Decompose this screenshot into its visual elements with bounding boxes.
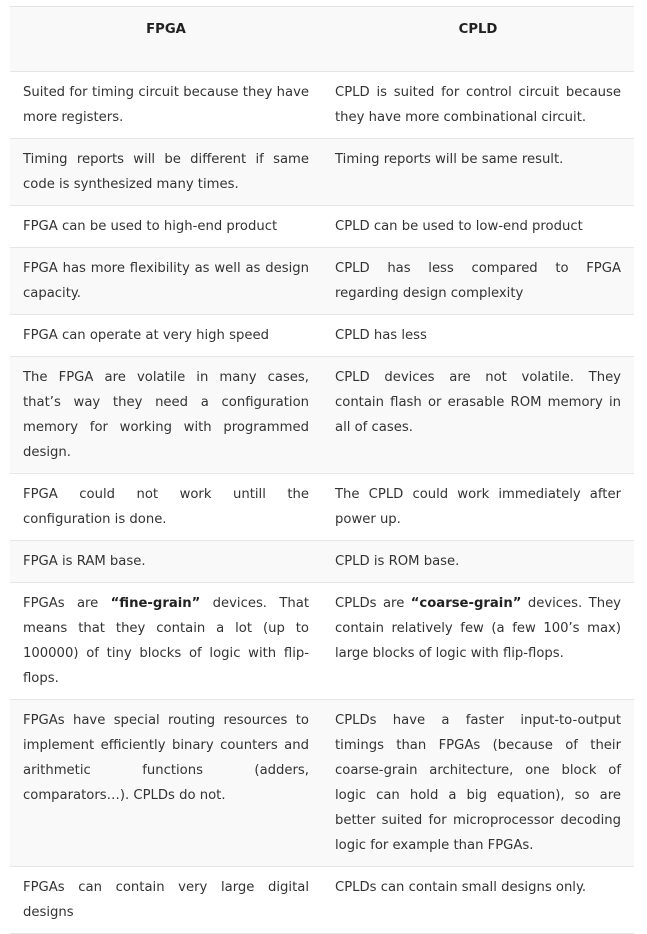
cell-fpga: Timing reports will be different if same code is synthesized many times. bbox=[10, 139, 322, 206]
table-row bbox=[10, 206, 634, 248]
cell-cpld bbox=[322, 583, 634, 700]
table-row bbox=[10, 867, 634, 934]
cell-fpga: The FPGA are volatile in many cases, that’s way they need a configuration memory for working with programmed design. bbox=[10, 357, 322, 474]
header-fpga: FPGA bbox=[10, 7, 322, 72]
table-row bbox=[10, 583, 634, 700]
table-row bbox=[10, 139, 634, 206]
cell-cpld: CPLD has less compared to FPGA regarding design complexity bbox=[322, 248, 634, 315]
cell-fpga: FPGA has more flexibility as well as design capacity. bbox=[10, 248, 322, 315]
text-fragment: devices. That means that they contain a lot (up to 100000) of tiny blocks of logic with flip-flops. bbox=[23, 596, 309, 686]
text-fragment: CPLDs are bbox=[335, 596, 411, 611]
cell-cpld: CPLD devices are not volatile. They contain flash or erasable ROM memory in all of cases. bbox=[322, 357, 634, 474]
table-row bbox=[10, 541, 634, 583]
table-row bbox=[10, 72, 634, 139]
table-row bbox=[10, 248, 634, 315]
fpga-cpld-comparison-table bbox=[10, 6, 634, 934]
cell-cpld: CPLDs have a faster input-to-output timings than FPGAs (because of their coarse-grain architecture, one block of logic can hold a big equation), so are better suited for microprocessor decoding logic for example than FPGAs. bbox=[322, 700, 634, 867]
header-row bbox=[10, 7, 634, 72]
table-row bbox=[10, 700, 634, 867]
header-cpld: CPLD bbox=[322, 7, 634, 72]
cell-fpga: FPGA is RAM base. bbox=[10, 541, 322, 583]
cell-cpld: CPLD has less bbox=[322, 315, 634, 357]
cell-cpld: CPLDs can contain small designs only. bbox=[322, 867, 634, 934]
cell-fpga: FPGAs have special routing resources to implement efficiently binary counters and arithmetic functions (adders, comparators…). CPLDs do not. bbox=[10, 700, 322, 867]
cell-cpld: CPLD is ROM base. bbox=[322, 541, 634, 583]
emphasis-text: “fine-grain” bbox=[110, 596, 201, 611]
cell-cpld: CPLD can be used to low-end product bbox=[322, 206, 634, 248]
table-row bbox=[10, 357, 634, 474]
comparison-table-container bbox=[10, 6, 634, 934]
emphasis-text: “coarse-grain” bbox=[410, 596, 522, 611]
cell-fpga: Suited for timing circuit because they have more registers. bbox=[10, 72, 322, 139]
cell-fpga: FPGA can operate at very high speed bbox=[10, 315, 322, 357]
cell-fpga: FPGA could not work untill the configuration is done. bbox=[10, 474, 322, 541]
table-row bbox=[10, 315, 634, 357]
table-row bbox=[10, 474, 634, 541]
text-fragment: FPGAs are bbox=[23, 596, 111, 611]
cell-cpld: The CPLD could work immediately after power up. bbox=[322, 474, 634, 541]
cell-fpga: FPGA can be used to high-end product bbox=[10, 206, 322, 248]
cell-fpga: FPGAs can contain very large digital designs bbox=[10, 867, 322, 934]
text-fragment: devices. They contain relatively few (a few 100’s max) large blocks of logic with flip-flops. bbox=[335, 596, 621, 661]
cell-cpld: CPLD is suited for control circuit because they have more combinational circuit. bbox=[322, 72, 634, 139]
cell-fpga bbox=[10, 583, 322, 700]
cell-cpld: Timing reports will be same result. bbox=[322, 139, 634, 206]
